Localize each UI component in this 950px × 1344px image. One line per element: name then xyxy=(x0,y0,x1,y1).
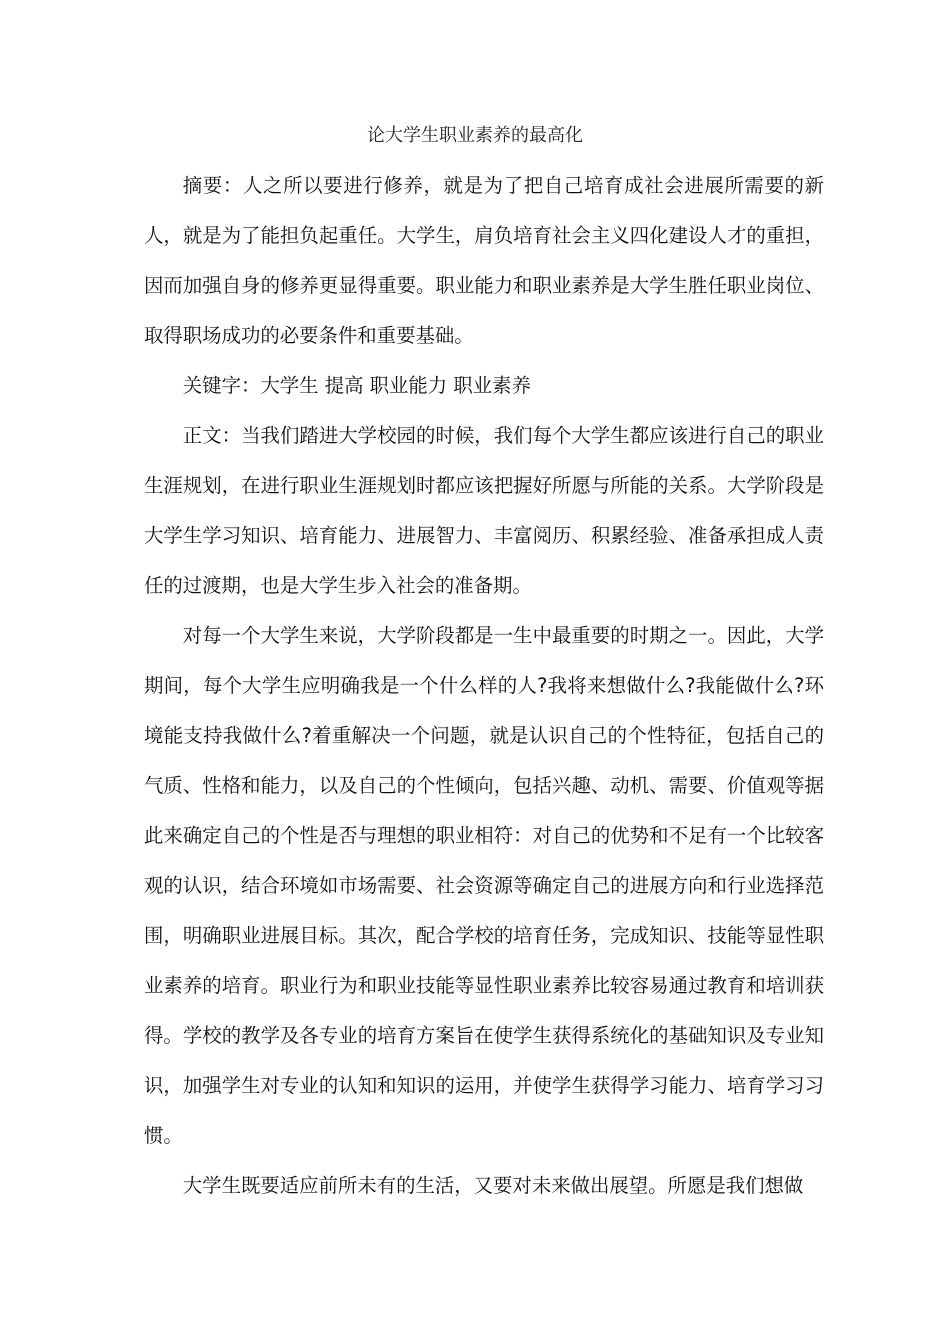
body-paragraph: 正文：当我们踏进大学校园的时候，我们每个大学生都应该进行自己的职业生涯规划，在进行职业生涯规划时都应该把握好所愿与所能的关系。大学阶段是大学生学习知识、培育能力、进展智力、丰富阅历、积累经验、准备承担成人责任的过渡期，也是大学生步入社会的准备期。 xyxy=(144,424,824,597)
keywords-paragraph: 关键字：大学生 提高 职业能力 职业素养 xyxy=(182,374,531,397)
body-paragraph: 对每一个大学生来说，大学阶段都是一生中最重要的时期之一。因此，大学期间，每个大学生应明确我是一个什么样的人?我将来想做什么?我能做什么?环境能支持我做什么?着重解决一个问题，就是认识自己的个性特征，包括自己的气质、性格和能力，以及自己的个性倾向，包括兴趣、动机、需要、价值观等据此来确定自己的个性是否与理想的职业相符：对自己的优势和不足有一个比较客观的认识，结合环境如市场需要、社会资源等确定自己的进展方向和行业选择范围，明确职业进展目标。其次，配合学校的培育任务，完成知识、技能等显性职业素养的培育。职业行为和职业技能等显性职业素养比较容易通过教育和培训获得。学校的教学及各专业的培育方案旨在使学生获得系统化的基础知识及专业知识，加强学生对专业的认知和知识的运用，并使学生获得学习能力、培育学习习惯。 xyxy=(144,624,824,1147)
document-title: 论大学生职业素养的最高化 xyxy=(367,125,583,146)
abstract-paragraph: 摘要：人之所以要进行修养，就是为了把自己培育成社会进展所需要的新人，就是为了能担负起重任。大学生，肩负培育社会主义四化建设人才的重担，因而加强自身的修养更显得重要。职业能力和职业素养是大学生胜任职业岗位、取得职场成功的必要条件和重要基础。 xyxy=(144,174,824,347)
document-body xyxy=(144,161,824,1211)
body-paragraph: 大学生既要适应前所未有的生活，又要对未来做出展望。所愿是我们想做 xyxy=(182,1174,804,1197)
